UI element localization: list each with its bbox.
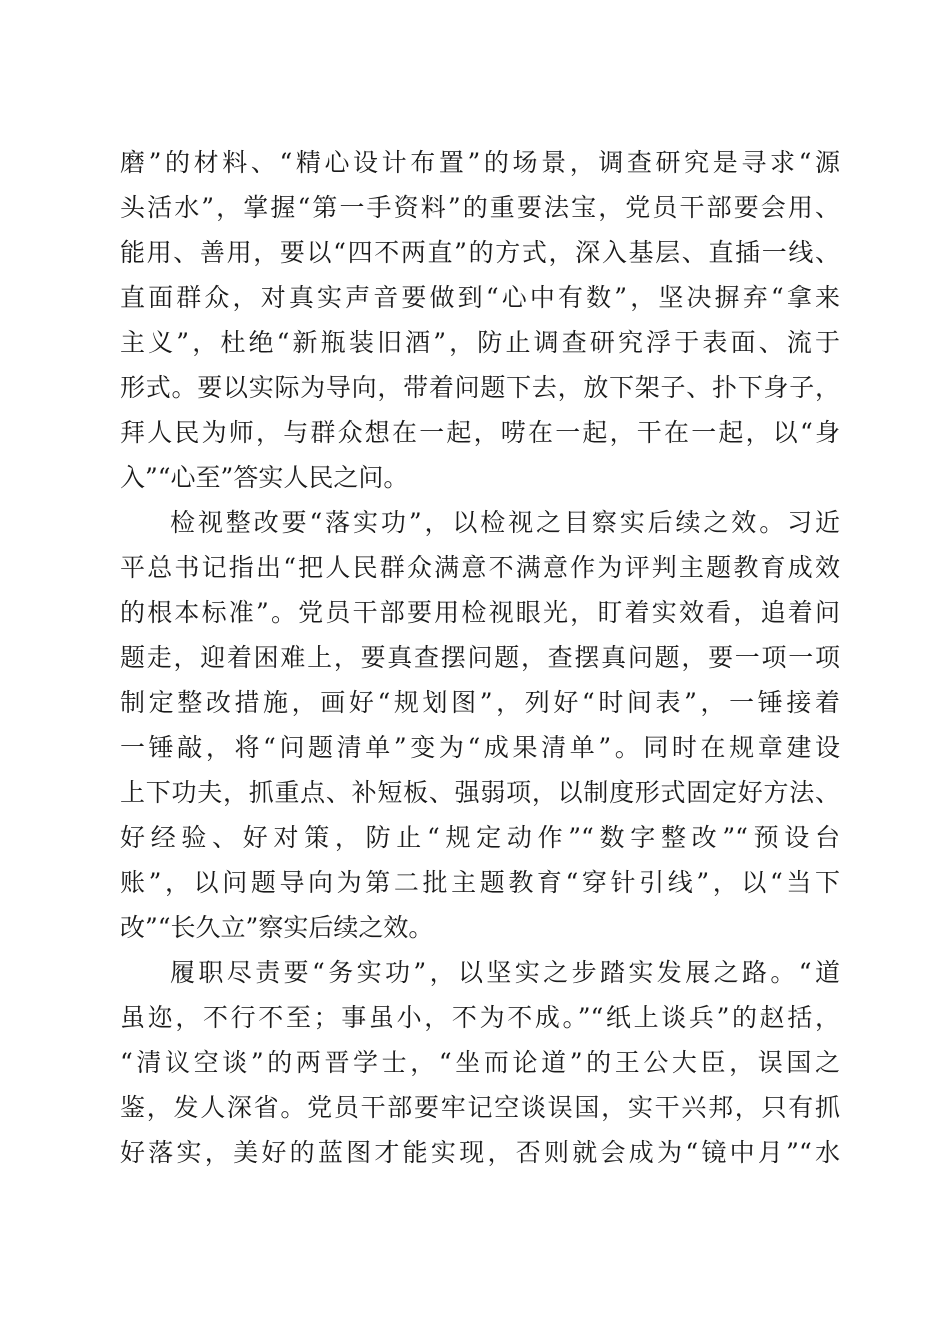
text-line: 入”“心至”答实人民之问。 <box>120 463 409 492</box>
text-line: 题走，迎着困难上，要真查摆问题，查摆真问题，要一项一项 <box>120 643 840 672</box>
text-line: 鉴，发人深省。党员干部要牢记空谈误国，实干兴邦，只有抓 <box>120 1093 840 1122</box>
text-line: 能用、善用，要以“四不两直”的方式，深入基层、直插一线、 <box>120 238 840 267</box>
text-line: 直面群众，对真实声音要做到“心中有数”，坚决摒弃“拿来 <box>120 283 840 312</box>
body-text <box>120 140 840 1175</box>
text-line: 主义”，杜绝“新瓶装旧酒”，防止调查研究浮于表面、流于 <box>120 328 840 357</box>
text-line: 虽迩，不行不至；事虽小，不为不成。”“纸上谈兵”的赵括， <box>120 1003 840 1032</box>
text-line: 形式。要以实际为导向，带着问题下去，放下架子、扑下身子， <box>120 373 840 402</box>
text-line: 一锤敲，将“问题清单”变为“成果清单”。同时在规章建设 <box>120 733 840 762</box>
text-line: 磨”的材料、“精心设计布置”的场景，调查研究是寻求“源 <box>120 148 840 177</box>
paragraph-first-line: 检视整改要“落实功”，以检视之目察实后续之效。习近 <box>170 508 840 537</box>
text-line: “清议空谈”的两晋学士，“坐而论道”的王公大臣，误国之 <box>120 1048 840 1077</box>
text-line: 改”“长久立”察实后续之效。 <box>120 913 434 942</box>
text-line: 制定整改措施，画好“规划图”，列好“时间表”，一锤接着 <box>120 688 840 717</box>
text-line: 拜人民为师，与群众想在一起，唠在一起，干在一起，以“身 <box>120 418 840 447</box>
text-line: 平总书记指出“把人民群众满意不满意作为评判主题教育成效 <box>120 553 840 582</box>
text-line: 头活水”，掌握“第一手资料”的重要法宝，党员干部要会用、 <box>120 193 840 222</box>
paragraph-first-line: 履职尽责要“务实功”，以坚实之步踏实发展之路。“道 <box>170 958 840 987</box>
text-line: 账”，以问题导向为第二批主题教育“穿针引线”，以“当下 <box>120 868 840 897</box>
text-line: 的根本标准”。党员干部要用检视眼光，盯着实效看，追着问 <box>120 598 840 627</box>
text-line: 好落实，美好的蓝图才能实现，否则就会成为“镜中月”“水 <box>120 1138 840 1167</box>
text-line: 好经验、好对策，防止“规定动作”“数字整改”“预设台 <box>120 823 840 852</box>
text-line: 上下功夫，抓重点、补短板、强弱项，以制度形式固定好方法、 <box>120 778 840 807</box>
